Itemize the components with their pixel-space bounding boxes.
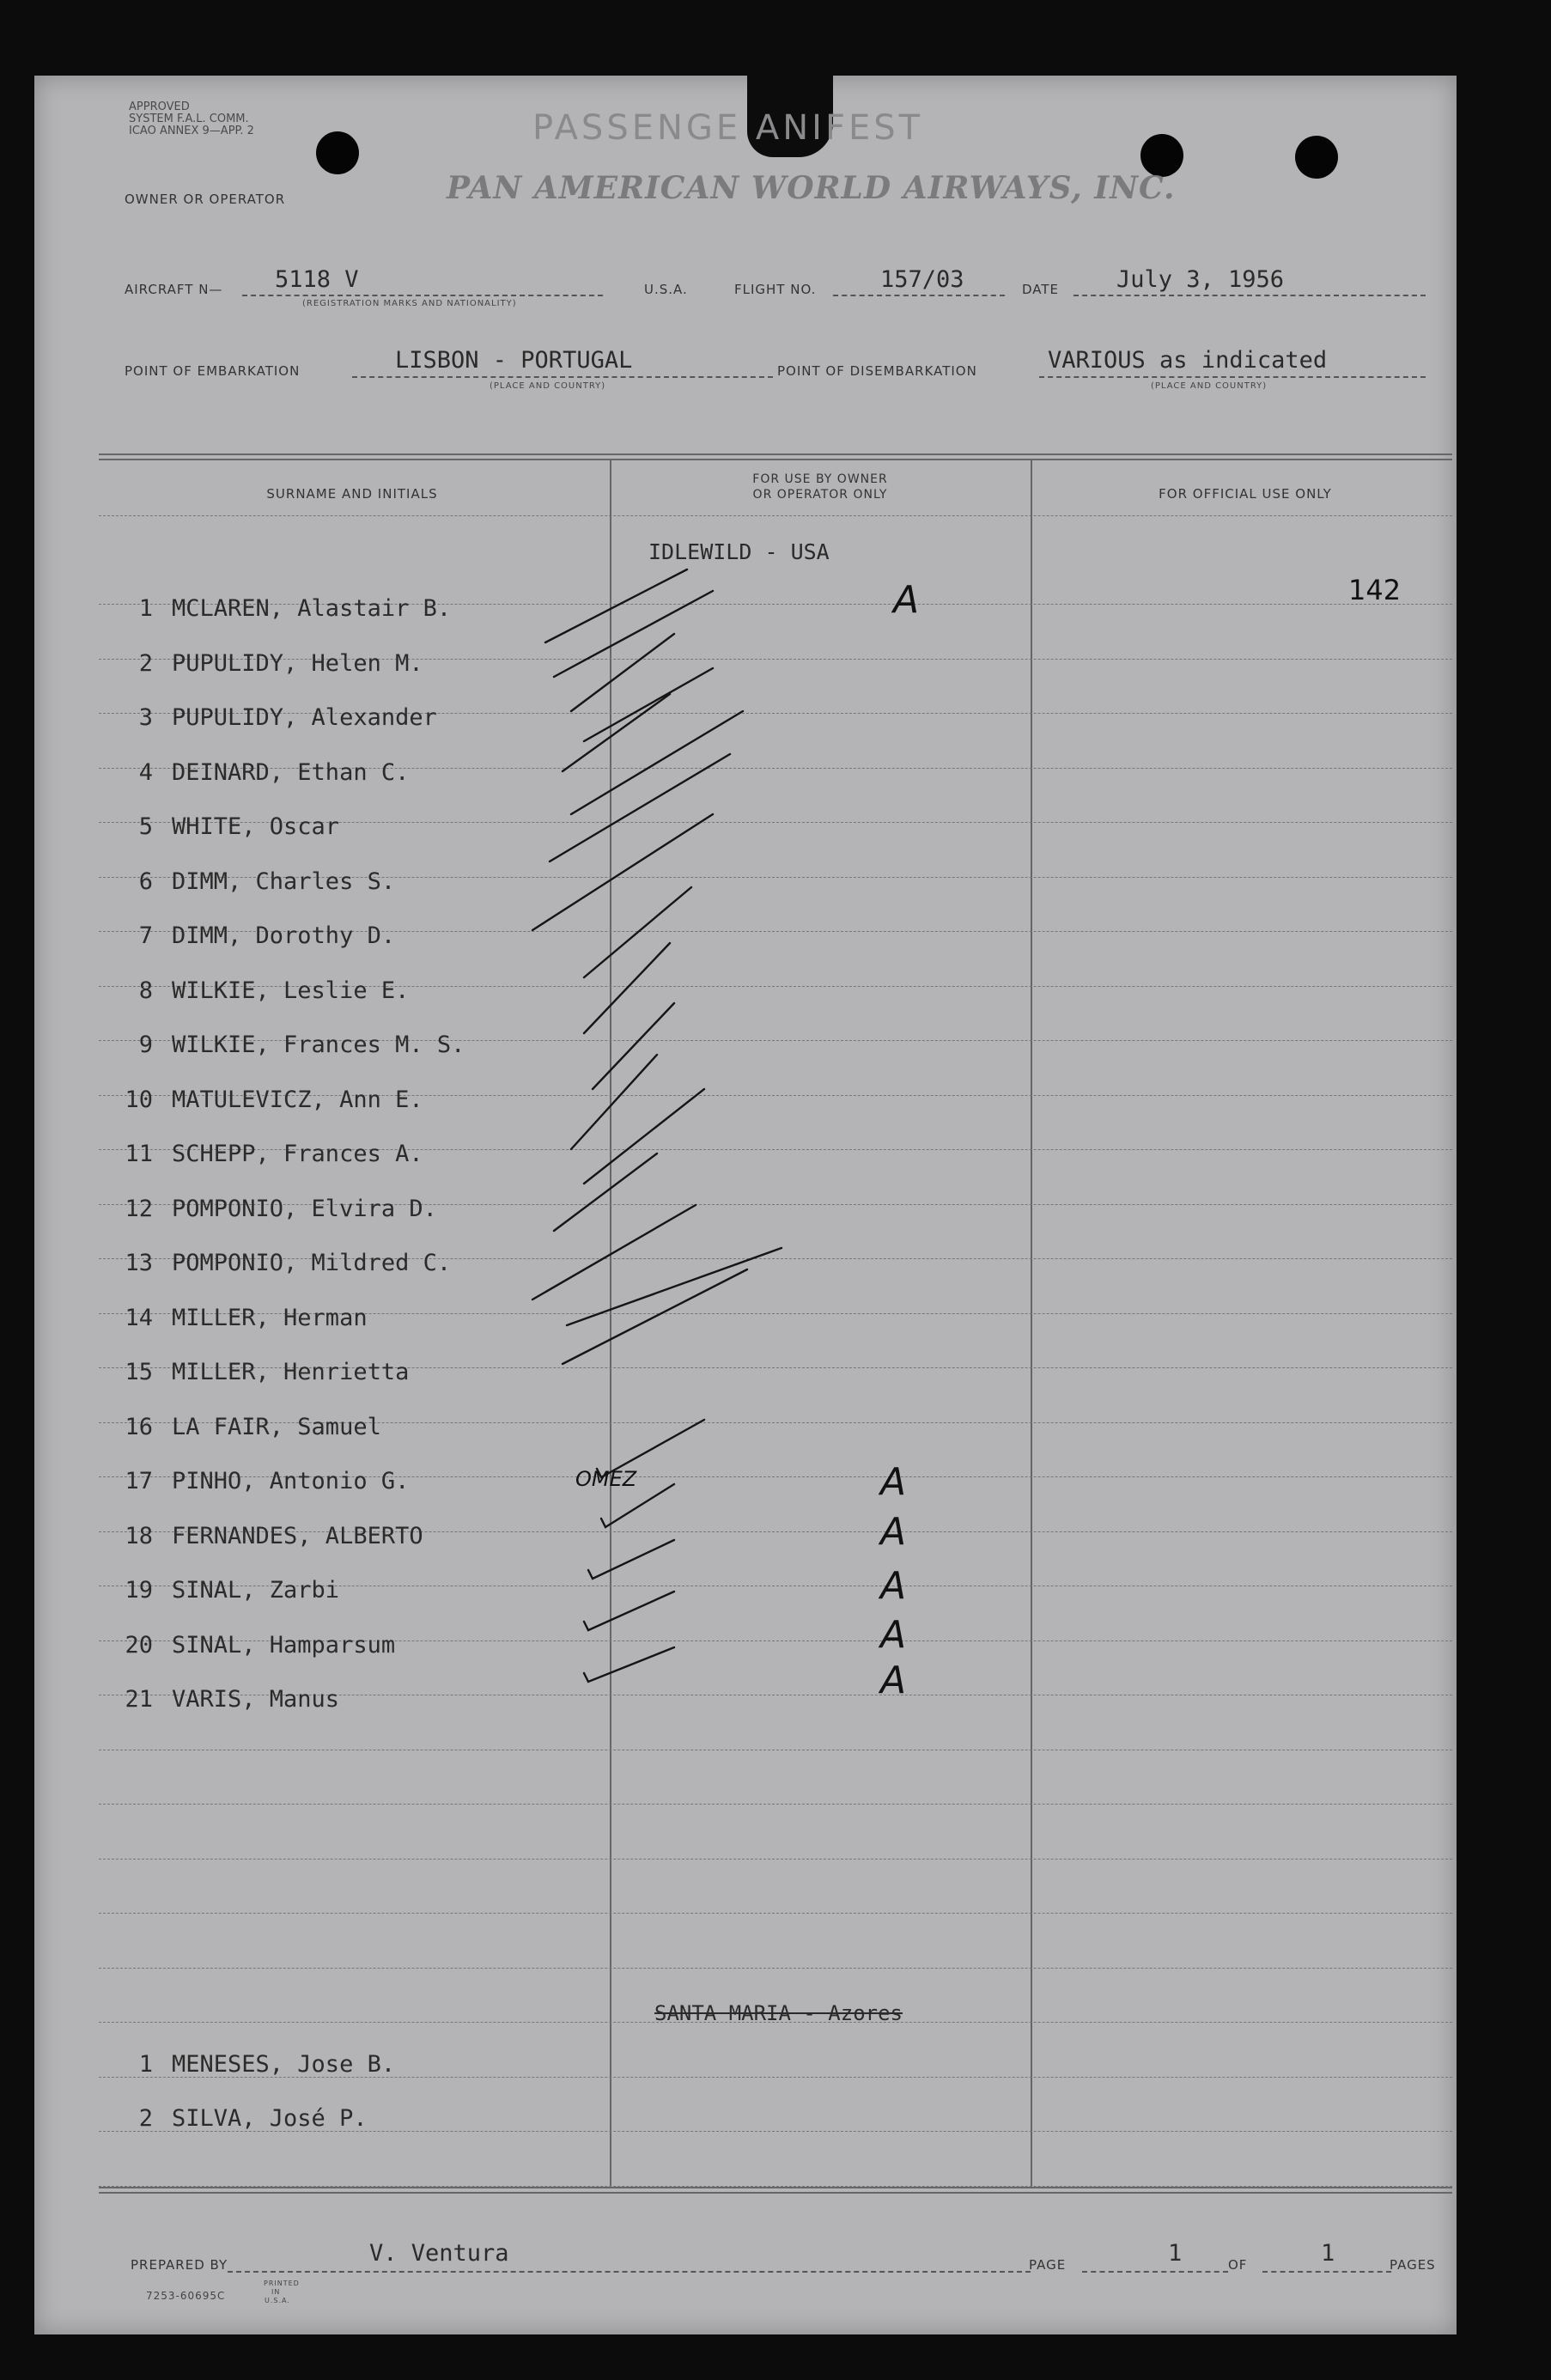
passenger-name: SINAL, Zarbi xyxy=(172,1577,340,1604)
disembarkation-value: VARIOUS as indicated xyxy=(1048,347,1328,374)
passenger-name: MCLAREN, Alastair B. xyxy=(172,595,452,622)
passenger-name: SINAL, Hamparsum xyxy=(172,1631,396,1659)
official-use-header: FOR OFFICIAL USE ONLY xyxy=(1159,486,1332,502)
handwritten-a: A xyxy=(880,1613,907,1657)
passenger-name: SILVA, José P. xyxy=(172,2105,368,2132)
passenger-name: PUPULIDY, Helen M. xyxy=(172,649,423,677)
embarkation-caption: (PLACE AND COUNTRY) xyxy=(490,381,606,391)
approval-line: ICAO ANNEX 9—APP. 2 xyxy=(129,125,254,137)
passenger-number: 10 xyxy=(125,1086,153,1113)
slash-mark xyxy=(584,887,691,977)
passenger-name: WILKIE, Frances M. S. xyxy=(172,1032,465,1058)
check-mark xyxy=(584,1647,674,1682)
check-mark xyxy=(588,1540,674,1579)
of-label: OF xyxy=(1228,2257,1248,2273)
passenger-name: VARIS, Manus xyxy=(172,1686,340,1713)
passenger-number: 3 xyxy=(138,704,153,731)
owner-use-header-2: OR OPERATOR ONLY xyxy=(752,488,888,502)
prepared-by-label: PREPARED BY xyxy=(131,2257,228,2273)
prepared-by-value: V. Ventura xyxy=(369,2240,509,2267)
pages-label: PAGES xyxy=(1390,2257,1436,2273)
form-code: 7253-60695C xyxy=(146,2290,226,2302)
handwritten-a: A xyxy=(880,1460,907,1504)
airline-name: PAN AMERICAN WORLD AIRWAYS, INC. xyxy=(447,170,1176,206)
approval-line: SYSTEM F.A.L. COMM. xyxy=(129,113,249,125)
passenger-name: WHITE, Oscar xyxy=(172,813,340,840)
passenger-name: DIMM, Dorothy D. xyxy=(172,922,396,949)
aircraft-value: 5118 V xyxy=(275,266,359,293)
manifest-sheet xyxy=(34,76,1457,2334)
passenger-number: 6 xyxy=(138,867,153,895)
owner-label: OWNER OR OPERATOR xyxy=(125,192,286,207)
passenger-number: 15 xyxy=(125,1359,153,1385)
passenger-name: PUPULIDY, Alexander xyxy=(172,704,437,731)
passenger-number: 9 xyxy=(138,1032,153,1058)
passenger-number: 12 xyxy=(125,1195,153,1222)
passenger-name: PINHO, Antonio G. xyxy=(172,1468,410,1494)
passenger-number: 5 xyxy=(138,813,153,840)
passenger-name: LA FAIR, Samuel xyxy=(172,1413,381,1440)
page-label: PAGE xyxy=(1029,2257,1067,2273)
passenger-name: WILKIE, Leslie E. xyxy=(172,977,410,1004)
owner-use-header-1: FOR USE BY OWNER xyxy=(752,472,888,486)
of-value: 1 xyxy=(1321,2240,1335,2267)
usa-label: U.S.A. xyxy=(644,282,688,297)
passenger-number: 18 xyxy=(125,1522,153,1549)
destination-idlewild: IDLEWILD - USA xyxy=(648,539,830,564)
embarkation-value: LISBON - PORTUGAL xyxy=(395,347,633,374)
slash-mark xyxy=(584,1089,704,1184)
disembarkation-label: POINT OF DISEMBARKATION xyxy=(777,363,977,379)
passenger-name: DIMM, Charles S. xyxy=(172,867,396,895)
flight-label: FLIGHT NO. xyxy=(734,282,817,297)
page-value: 1 xyxy=(1168,2240,1183,2267)
handwritten-a: A xyxy=(880,1564,907,1608)
handwritten-a: A xyxy=(880,1510,907,1554)
check-mark xyxy=(584,1592,674,1630)
slash-mark xyxy=(550,754,730,861)
printed-label-1: PRINTED xyxy=(264,2280,300,2287)
handwritten-a: A xyxy=(880,1659,907,1702)
document-title: PASSENGE ANIFEST xyxy=(532,108,924,148)
slash-mark xyxy=(584,668,713,741)
passenger-number: 13 xyxy=(125,1250,153,1276)
passenger-name: POMPONIO, Elvira D. xyxy=(172,1195,437,1222)
check-mark xyxy=(601,1484,674,1527)
passenger-number: 19 xyxy=(125,1577,153,1604)
flight-value: 157/03 xyxy=(880,266,964,293)
slash-mark xyxy=(584,943,670,1033)
date-value: July 3, 1956 xyxy=(1116,266,1285,293)
handwritten-a: A xyxy=(893,578,920,622)
slash-mark xyxy=(567,1248,782,1325)
passenger-name: SCHEPP, Frances A. xyxy=(172,1141,423,1167)
passenger-number: 8 xyxy=(138,977,153,1004)
passenger-name: POMPONIO, Mildred C. xyxy=(172,1250,452,1276)
slash-mark xyxy=(532,814,713,930)
passenger-name: DEINARD, Ethan C. xyxy=(172,758,410,786)
passenger-number: 1 xyxy=(138,2051,153,2078)
slash-mark xyxy=(532,1205,696,1300)
printed-label-3: U.S.A. xyxy=(265,2297,290,2304)
passenger-number: 16 xyxy=(125,1413,153,1440)
check-mark xyxy=(597,1420,704,1477)
surname-column-header: SURNAME AND INITIALS xyxy=(266,486,438,502)
passenger-number: 1 xyxy=(138,595,153,622)
passenger-number: 2 xyxy=(138,2105,153,2132)
passenger-name: MILLER, Herman xyxy=(172,1304,368,1331)
passenger-name: MILLER, Henrietta xyxy=(172,1359,410,1385)
check-marks xyxy=(34,76,1457,2334)
passenger-number: 17 xyxy=(125,1468,153,1494)
passenger-name: FERNANDES, ALBERTO xyxy=(172,1522,423,1549)
aircraft-label: AIRCRAFT N— xyxy=(125,282,223,297)
official-note: 142 xyxy=(1348,574,1402,606)
date-label: DATE xyxy=(1022,282,1060,297)
passenger-name: MENESES, Jose B. xyxy=(172,2051,396,2078)
disembarkation-caption: (PLACE AND COUNTRY) xyxy=(1151,381,1268,391)
handwritten-name-suffix: OMEZ xyxy=(575,1467,637,1491)
registration-caption: (REGISTRATION MARKS AND NATIONALITY) xyxy=(302,299,517,308)
printed-label-2: IN xyxy=(271,2288,281,2296)
passenger-number: 21 xyxy=(125,1686,153,1713)
slash-mark xyxy=(554,1153,657,1231)
passenger-number: 7 xyxy=(138,922,153,949)
destination-santa-maria: SANTA MARIA - Azores xyxy=(654,2001,903,2025)
slash-mark xyxy=(593,1003,674,1089)
embarkation-label: POINT OF EMBARKATION xyxy=(125,363,301,379)
slash-mark xyxy=(545,569,687,642)
passenger-name: MATULEVICZ, Ann E. xyxy=(172,1086,423,1113)
passenger-number: 11 xyxy=(125,1141,153,1167)
approval-line: APPROVED xyxy=(129,100,190,113)
passenger-number: 20 xyxy=(125,1631,153,1659)
passenger-number: 4 xyxy=(138,758,153,786)
passenger-number: 14 xyxy=(125,1304,153,1331)
passenger-number: 2 xyxy=(138,649,153,677)
